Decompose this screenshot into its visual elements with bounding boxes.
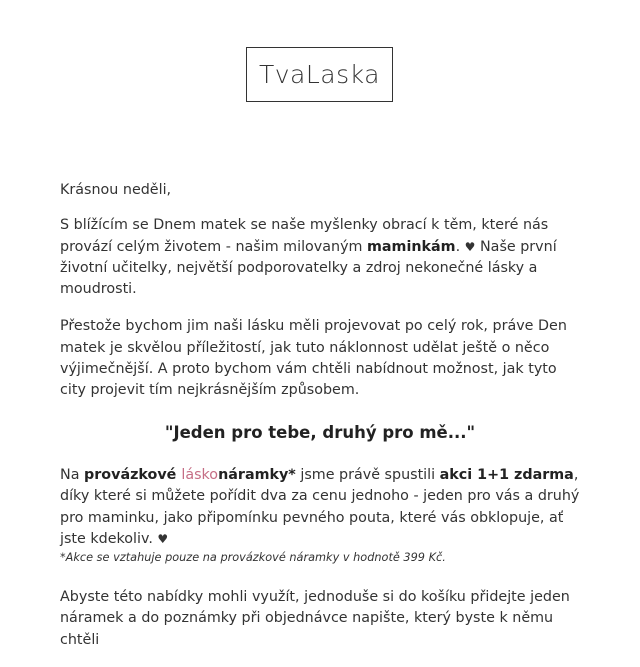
paragraph-intro-period: . (455, 238, 465, 255)
paragraph-intro (60, 215, 580, 300)
heart-icon: ♥ (157, 531, 169, 546)
footnote: *Akce se vztahuje pouze na provázkové náramky v hodnotě 399 Kč. (60, 551, 446, 565)
product-name-part2: náramky* (218, 466, 296, 483)
brand-logo: TvaLaska (258, 60, 381, 89)
paragraph-instructions: Abyste této nabídky mohli využít, jednoduše si do košíku přidejte jeden náramek a do poznámky při objednávce napište, který byste k němu chtěli (60, 589, 570, 648)
product-name-pink: lásko (181, 466, 219, 483)
heart-icon: ♥ (464, 239, 476, 254)
maminkam-bold: maminkám (367, 238, 456, 255)
product-name-part1: provázkové (84, 466, 182, 483)
quote-heading: "Jeden pro tebe, druhý pro mě..." (164, 422, 476, 442)
offer-rest: , díky které si můžete pořídit dva za cenu jednoho - jeden pro vás a druhý pro maminku, jako připomínku pevného pouta, které vás obklopuje, ať jste kdekoliv. (60, 466, 580, 547)
paragraph-mothers-day: Přestože bychom jim naši lásku měli projevovat po celý rok, práve Den matek je skvělou příležitostí, jak tuto náklonnost udělat ještě o něco výjimečnější. A proto bychom vám chtěli nabídnout možnost, jak tyto city projevit tím nejkrásnějším způsobem. (60, 318, 567, 399)
offer-mid: jsme právě spustili (295, 466, 440, 483)
paragraph-intro-text: S blížícím se Dnem matek se naše myšlenky obrací k těm, které nás provází celým životem - našim milovaným (60, 217, 549, 255)
paragraph-offer (60, 465, 580, 550)
email-body (60, 180, 580, 667)
brand-logo-box[interactable] (246, 47, 393, 102)
promo-bold: akci 1+1 zdarma (439, 466, 574, 483)
paragraph-intro-rest: Naše první životní učitelky, největší podporovatelky a zdroj nekonečné lásky a moudrosti. (60, 238, 557, 298)
offer-na: Na (60, 466, 85, 483)
greeting: Krásnou neděli, (60, 182, 172, 198)
